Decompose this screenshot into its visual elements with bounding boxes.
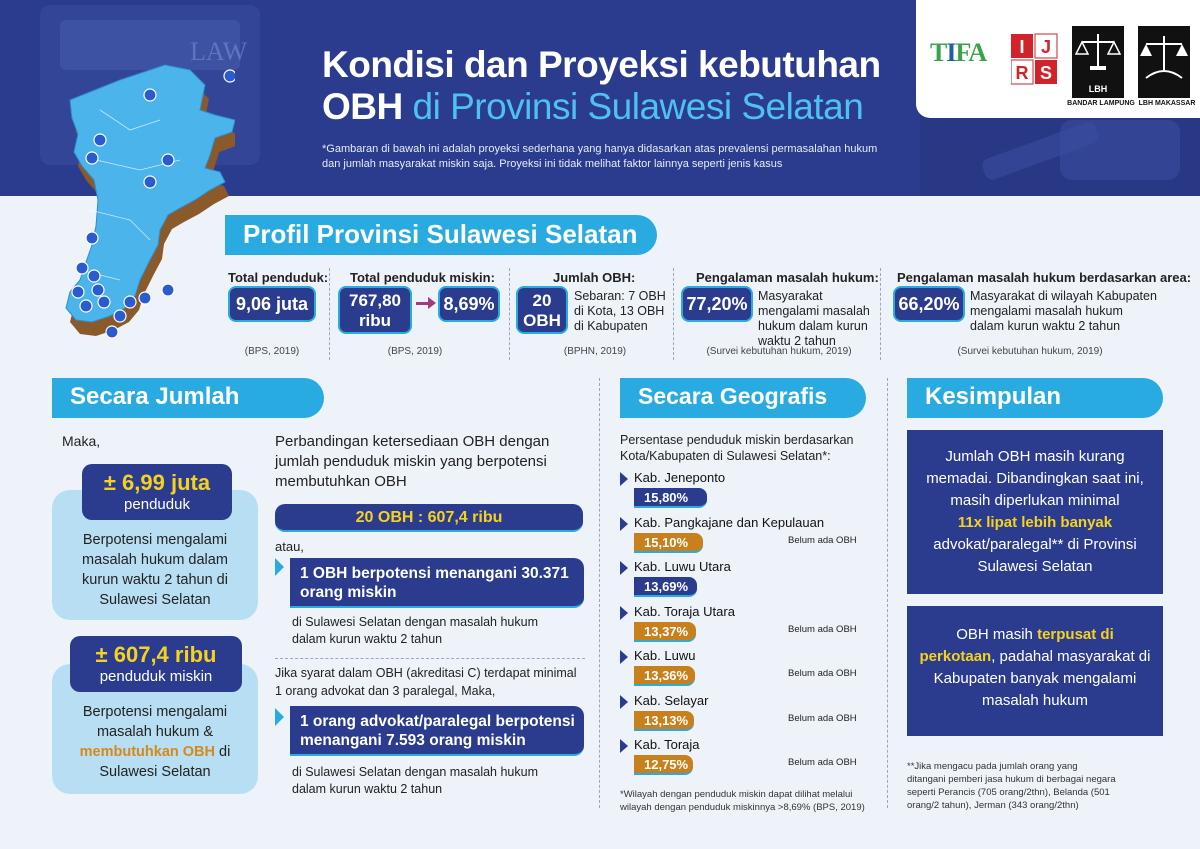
ijrs-logo [1011, 30, 1061, 90]
page-title: Kondisi dan Proyeksi kebutuhan [322, 44, 881, 85]
stat-heading: Total penduduk miskin: [350, 270, 495, 285]
stat-value: 77,20% [681, 286, 753, 322]
geo-item-note: Belum ada OBH [788, 623, 857, 635]
svg-text:I: I [1019, 37, 1025, 57]
geo-item-name: Kab. Jeneponto [634, 470, 726, 485]
partner-logos [916, 0, 1200, 118]
stat-description-a: Masyarakat mengalami masalah hukum dalam kurun waktu 2 tahun [758, 289, 870, 348]
geo-item-value: 13,13% [634, 711, 694, 731]
geo-item-name: Kab. Pangkajane dan Kepulauan [634, 514, 825, 530]
geo-item-note: Belum ada OBH [788, 668, 857, 679]
atau-label: atau, [275, 539, 304, 554]
projection-text-miskin: Berpotensi mengalami masalah hukum & membutuhkan OBH di Sulawesi Selatan [79, 704, 231, 780]
profil-divider [880, 268, 881, 360]
compare-title: Perbandingan ketersediaan OBH dengan jumlah penduduk miskin yang berpotensi membutuhkan OBH [275, 433, 550, 490]
column-divider [599, 378, 600, 808]
geo-item-name: Kab. Luwu [634, 648, 696, 663]
column-divider [887, 378, 888, 808]
scales-of-justice-icon [1072, 26, 1124, 76]
stat-source: (Survei kebutuhan hukum, 2019) [957, 346, 1103, 357]
geografis-footnote: *Wilayah dengan penduduk miskin dapat dilihat melalui wilayah dengan penduduk miskinnya >8,69% (BPS, 2019) [620, 789, 865, 813]
stat-source: (BPS, 2019) [244, 346, 300, 357]
geo-item-name: Kab. Toraja Utara [634, 603, 735, 619]
projection-number-penduduk [82, 464, 232, 520]
bullet-marker-icon [620, 561, 628, 575]
bullet-marker-icon [620, 739, 628, 753]
stat-heading: Pengalaman masalah hukum berdasarkan area: [897, 270, 1192, 285]
jumlah-divider [275, 658, 585, 659]
profil-divider [329, 268, 330, 360]
tifa-logo: TIFA [930, 38, 987, 67]
jumlah-section-title: Secara Jumlah [52, 378, 324, 418]
geo-item-note: Belum ada OBH [788, 757, 857, 768]
projection-number-miskin [70, 636, 242, 692]
bullet-marker-icon [620, 517, 628, 531]
svg-text:R: R [1015, 63, 1029, 83]
bullet-marker-icon [620, 472, 628, 486]
stat-heading: Pengalaman masalah hukum: [696, 270, 879, 285]
geo-item-value: 13,37% [634, 622, 696, 642]
svg-text:LAW: LAW [190, 37, 248, 66]
stat-description: Masyarakat di wilayah Kabupaten mengalami masalah hukum dalam kurun waktu 2 tahun [970, 289, 1157, 333]
highlight-11x: 11x lipat lebih banyak [957, 514, 1113, 531]
bullet-marker-icon [275, 558, 284, 576]
subtitle-rest: di Provinsi Sulawesi Selatan [402, 86, 864, 127]
profil-section-title: Profil Provinsi Sulawesi Selatan [225, 215, 657, 255]
obh-capacity-sub: di Sulawesi Selatan dengan masalah hukum dalam kurun waktu 2 tahun [292, 615, 538, 646]
geo-item-value: 13,69% [634, 577, 697, 597]
lbh-makassar-logo [1138, 26, 1196, 107]
geo-item-value: 15,10% [634, 533, 703, 553]
profil-divider [509, 268, 510, 360]
page-subtitle [322, 86, 863, 128]
geo-item-name: Kab. Selayar [634, 692, 709, 708]
stat-value-percent: 8,69% [438, 286, 500, 322]
lbh-bandar-lampung-logo [1067, 26, 1135, 107]
geografis-intro: Persentase penduduk miskin berdasarkan Kota/Kabupaten di Sulawesi Selatan*: [620, 433, 854, 463]
kesimpulan-box-2: OBH masih terpusat di perkotaan, padahal masyarakat di Kabupaten banyak mengalami masalah hukum [907, 606, 1163, 736]
profil-divider [673, 268, 674, 360]
ratio-pill: 20 OBH : 607,4 ribu [275, 504, 583, 532]
advokat-capacity-sub: di Sulawesi Selatan dengan masalah hukum dalam kurun waktu 2 tahun [292, 765, 538, 796]
geo-item-name: Kab. Luwu Utara [634, 559, 731, 574]
subtitle-obh: OBH [322, 86, 403, 127]
lbh-bandar-lampung-label: BANDAR LAMPUNG [1067, 100, 1135, 107]
stat-heading: Total penduduk: [228, 270, 329, 285]
obh-capacity-bar: 1 OBH berpotensi menangani 30.371 orang miskin [290, 558, 584, 608]
geo-item-value: 13,36% [634, 666, 695, 686]
highlight-membutuhkan-obh: membutuhkan OBH [79, 744, 215, 760]
stat-value: 66,20% [893, 286, 965, 322]
lbh-makassar-label: LBH MAKASSAR [1138, 100, 1196, 107]
lbh-caption: LBH [1088, 84, 1108, 94]
highlight-terpusat: terpusat di perkotaan [919, 626, 1114, 665]
sulawesi-selatan-map [0, 40, 235, 360]
bullet-marker-icon [275, 708, 284, 726]
stat-value: 767,80 ribu [338, 286, 412, 334]
projection-value: ± 607,4 ribu [95, 642, 217, 667]
kesimpulan-footnote: **Jika mengacu pada jumlah orang yang ditangani pemberi jasa hukum di berbagai negara seperti Perancis (705 orang/2thn), Belanda (501 orang/2 tahun), Jerman (343 orang/2thn) [907, 761, 1116, 811]
bullet-marker-icon [620, 650, 628, 664]
stat-description: Sebaran: 7 OBH di Kota, 13 OBH di Kabupaten [574, 289, 666, 333]
stat-source: (BPS, 2019) [387, 346, 443, 357]
stat-value: 20 OBH [516, 286, 568, 334]
advokat-capacity-bar: 1 orang advokat/paralegal berpotensi menangani 7.593 orang miskin [290, 706, 584, 756]
projection-unit: penduduk [124, 496, 190, 513]
projection-unit: penduduk miskin [99, 668, 213, 685]
bullet-marker-icon [620, 695, 628, 709]
kesimpulan-box-1: Jumlah OBH masih kurang memadai. Dibandingkan saat ini, masih diperlukan minimal 11x lipat lebih banyak advokat/paralegal** di Provinsi Sulawesi Selatan [907, 430, 1163, 594]
geo-item-value: 12,75% [634, 755, 693, 775]
stat-source: (BPHN, 2019) [563, 346, 627, 357]
header-note: *Gambaran di bawah ini adalah proyeksi sederhana yang hanya didasarkan atas prevalensi permasalahan hukum dan jumlah masyarakat miskin saja. Proyeksi ini tidak melihat faktor lainnya seperti jenis kasus [322, 143, 878, 170]
stat-heading: Jumlah OBH: [553, 270, 636, 285]
bullet-marker-icon [620, 606, 628, 620]
stat-source: (Survei kebutuhan hukum, 2019) [706, 346, 852, 357]
kesimpulan-section-title: Kesimpulan [907, 378, 1163, 418]
projection-value: ± 6,99 juta [103, 470, 211, 495]
stat-value: 9,06 juta [228, 286, 316, 322]
geo-item-value: 15,80% [634, 488, 707, 508]
lbh-emblem-icon [1138, 26, 1190, 90]
geo-item-note: Belum ada OBH [788, 534, 857, 546]
geografis-section-title: Secara Geografis [620, 378, 866, 418]
maka-label: Maka, [62, 433, 101, 449]
geo-item-note: Belum ada OBH [788, 712, 857, 724]
geo-item-name: Kab. Toraja [634, 737, 700, 752]
projection-text: Berpotensi mengalami masalah hukum dalam kurun waktu 2 tahun di Sulawesi Selatan [82, 532, 228, 608]
svg-text:J: J [1040, 37, 1052, 57]
syarat-text: Jika syarat dalam OBH (akreditasi C) terdapat minimal 1 orang advokat dan 3 paralegal, Maka, [275, 666, 577, 698]
svg-text:S: S [1039, 63, 1053, 83]
